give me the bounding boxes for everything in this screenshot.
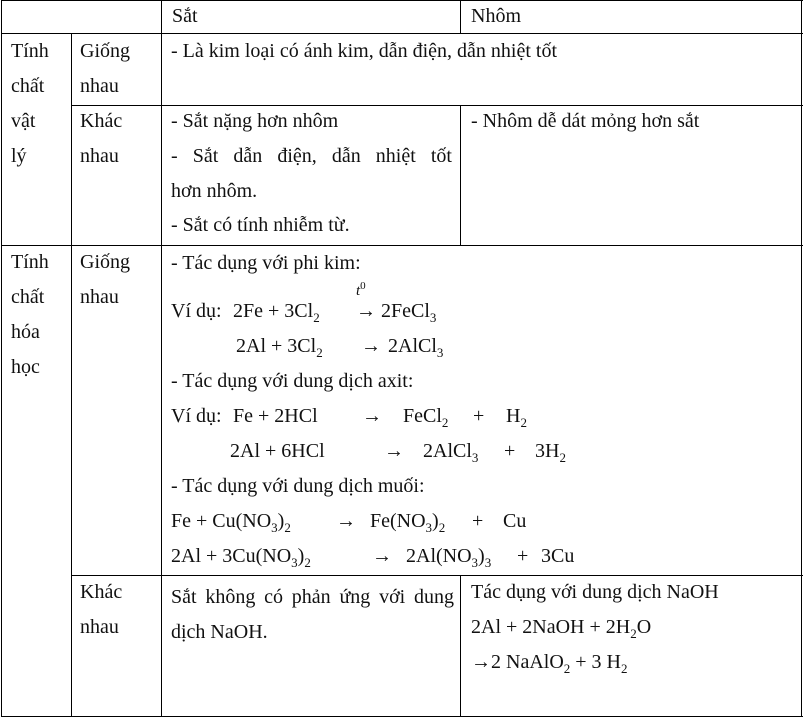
eq6-a-close: ) (297, 545, 305, 567)
eq4-b-sub: 3 (471, 450, 479, 465)
physical-diff-label: nhau (80, 145, 119, 167)
eq5-plus: + (472, 510, 484, 532)
eq7-a-sub: 2 (630, 626, 637, 641)
eq3-arrow: → (362, 405, 382, 427)
eq1-reactants (233, 299, 320, 323)
eq5-b: Fe(NO (370, 510, 426, 532)
eq4-plus: + (504, 440, 516, 462)
equation-al-naoh-products (471, 650, 628, 674)
col-divider-2 (161, 0, 162, 717)
header-aluminium: Nhôm (471, 5, 521, 27)
chemical-label-line: học (11, 356, 40, 378)
section-divider (1, 245, 803, 246)
eq5-b-sub2: 2 (438, 520, 446, 535)
physical-diff-aluminium: - Nhôm dễ dát mỏng hơn sắt (471, 110, 700, 132)
salt-title: - Tác dụng với dung dịch muối: (171, 475, 425, 497)
eq1-arrow: → (356, 300, 376, 322)
chemical-diff-aluminium-title: Tác dụng với dung dịch NaOH (471, 581, 719, 603)
chemical-label-line: hóa (11, 321, 40, 343)
chemical-diff-iron: Sắt không có phản ứng với dung dịch NaOH. (171, 586, 454, 643)
eq6-plus: + (517, 545, 529, 567)
eq1-b-sub: 3 (429, 310, 437, 325)
eq5-reactants (171, 509, 291, 533)
eq5-b-sub1: 3 (425, 520, 433, 535)
physical-diff-iron-line: - Sắt nặng hơn nhôm (171, 110, 339, 132)
eq4-b: 2AlCl (423, 440, 472, 462)
eq1-product (381, 299, 436, 323)
eq3-b-sub: 2 (441, 415, 449, 430)
eq6-a: 2Al + 3Cu(NO (171, 545, 292, 567)
chemical-same-label: Giống (80, 251, 130, 273)
physical-label-line: vật (11, 110, 36, 132)
eq4-reactants: 2Al + 6HCl (230, 440, 325, 462)
eq1-b: 2FeCl (381, 300, 430, 322)
eq2-a-sub: 2 (316, 345, 323, 360)
eq5-product-2: Cu (503, 510, 527, 532)
eq4-c-sub: 2 (559, 450, 566, 465)
eq7-a: 2Al + 2NaOH + 2H (471, 616, 631, 638)
eq8-a-sub: 2 (563, 661, 571, 676)
eq3-product-1 (403, 404, 448, 428)
eq6-product-1 (406, 544, 491, 568)
condition-t: t (356, 283, 361, 299)
col-divider-3c (460, 575, 461, 717)
eq4-arrow: → (384, 440, 404, 462)
physical-same-label: Giống (80, 40, 130, 62)
eq2-product (388, 334, 443, 358)
eq7-a-end: O (636, 616, 652, 638)
eq4-c: 3H (535, 440, 560, 462)
eq5-a-close: ) (277, 510, 285, 532)
col-divider-3a (460, 0, 461, 34)
eq2-b-sub: 3 (436, 345, 444, 360)
acid-title: - Tác dụng với dung dịch axit: (171, 370, 414, 392)
eq5-a-sub1: 3 (271, 520, 278, 535)
eq3-plus: + (473, 405, 485, 427)
header-iron: Sắt (172, 5, 198, 27)
eq6-arrow: → (372, 545, 392, 567)
eq3-product-2 (506, 404, 527, 428)
table-border-left (1, 0, 2, 717)
eq2-arrow: → (361, 335, 381, 357)
chemical-row-divider (71, 575, 803, 576)
example-prefix: Ví dụ: (171, 300, 222, 322)
condition-sup: 0 (360, 280, 366, 292)
table-border-bottom (1, 716, 803, 717)
physical-diff-iron-line: - Sắt dẫn điện, dẫn nhiệt tốt (171, 145, 452, 167)
eq6-b-sub1: 3 (471, 555, 479, 570)
eq2-b: 2AlCl (388, 335, 437, 357)
eq3-c-sub: 2 (520, 415, 527, 430)
eq8-arrow: → (471, 651, 491, 673)
eq6-b: 2Al(NO (406, 545, 472, 567)
eq5-b-close: ) (432, 510, 439, 532)
eq6-b-sub2: 3 (484, 555, 492, 570)
chemical-same-label: nhau (80, 286, 119, 308)
eq4-product-1 (423, 439, 478, 463)
equation-al-naoh (471, 615, 651, 639)
eq2-reactants (236, 334, 323, 358)
physical-label-line: chất (11, 75, 45, 97)
table-border-top (1, 0, 803, 1)
eq5-a: Fe + Cu(NO (171, 510, 272, 532)
eq4-product-2 (535, 439, 566, 463)
eq8-a: 2 NaAlO (491, 651, 564, 673)
eq6-reactants (171, 544, 311, 568)
eq3-c: H (506, 405, 521, 427)
physical-row-divider (71, 105, 803, 106)
header-divider (1, 33, 803, 34)
nonmetal-title: - Tác dụng với phi kim: (171, 252, 361, 274)
eq2-a: 2Al + 3Cl (236, 335, 317, 357)
table-border-right (801, 0, 802, 717)
physical-same-label: nhau (80, 75, 119, 97)
col-divider-1 (71, 33, 72, 717)
physical-diff-iron-line: hơn nhôm. (171, 180, 258, 202)
eq6-a-sub1: 3 (291, 555, 298, 570)
eq5-a-sub2: 2 (284, 520, 291, 535)
eq6-product-2: 3Cu (541, 545, 575, 567)
chemical-diff-label: nhau (80, 616, 119, 638)
physical-diff-label: Khác (80, 110, 123, 132)
reaction-condition (356, 280, 366, 299)
eq1-a-sub: 2 (313, 310, 320, 325)
physical-label-line: Tính (11, 40, 49, 62)
eq3-b: FeCl (403, 405, 442, 427)
chemical-label-line: Tính (11, 251, 49, 273)
col-divider-3b (460, 105, 461, 246)
chemical-label-line: chất (11, 286, 45, 308)
eq3-reactants: Fe + 2HCl (233, 405, 318, 427)
physical-same-text: - Là kim loại có ánh kim, dẫn điện, dẫn nhiệt tốt (171, 40, 558, 62)
eq5-arrow: → (336, 510, 356, 532)
eq5-product-1 (370, 509, 445, 533)
chemical-diff-label: Khác (80, 581, 123, 603)
physical-label-line: lý (11, 145, 27, 167)
eq8-c-sub: 2 (621, 661, 628, 676)
eq6-a-sub2: 2 (304, 555, 311, 570)
physical-diff-iron-line: - Sắt có tính nhiễm từ. (171, 214, 350, 236)
eq8-plus: + 3 H (575, 651, 621, 673)
eq6-b-close: ) (478, 545, 485, 567)
eq1-a: 2Fe + 3Cl (233, 300, 314, 322)
eq3-prefix: Ví dụ: (171, 405, 222, 427)
